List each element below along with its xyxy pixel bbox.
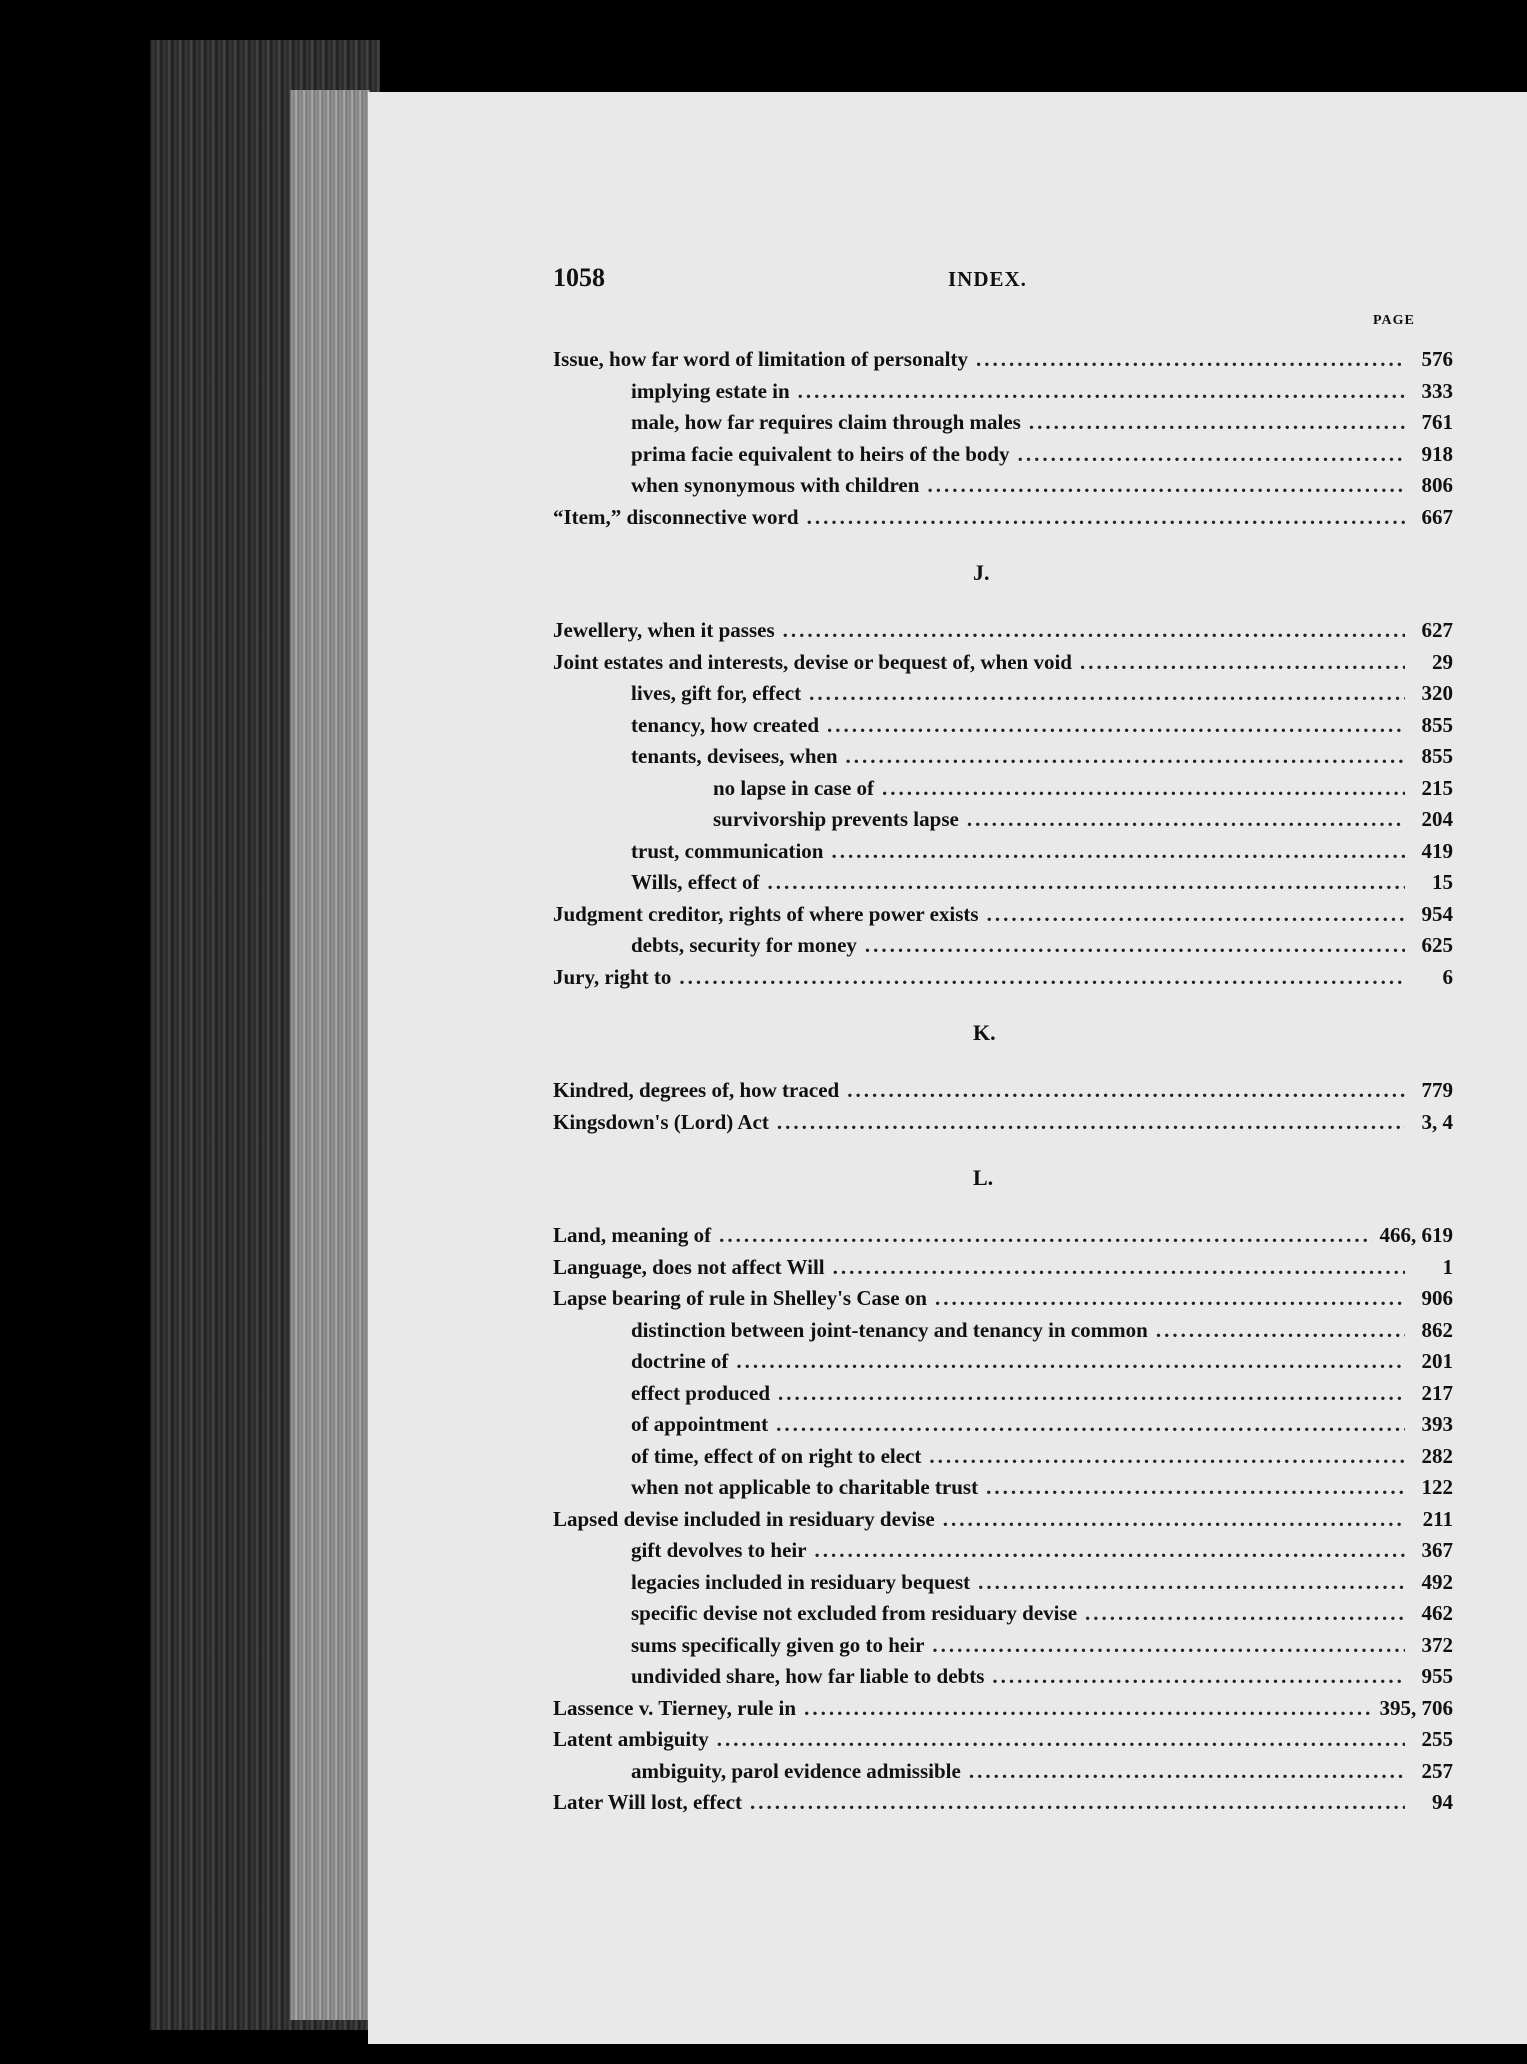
index-entry	[553, 1633, 1453, 1663]
index-entry	[553, 1538, 1453, 1568]
page-column-label: PAGE	[1373, 313, 1415, 328]
index-entry	[553, 1507, 1453, 1537]
entry-term: effect produced	[631, 1380, 770, 1405]
index-entry	[553, 933, 1453, 963]
index-entry	[553, 1664, 1453, 1694]
index-entry	[553, 1349, 1453, 1379]
leader-dots	[777, 1110, 1405, 1135]
index-entry	[553, 1727, 1453, 1757]
entry-term: legacies included in residuary bequest	[631, 1569, 971, 1594]
leader-dots	[1080, 650, 1405, 675]
index-entry	[553, 1475, 1453, 1505]
entry-term: prima facie equivalent to heirs of the body	[631, 441, 1010, 466]
entry-page-number: 3, 4	[1421, 1109, 1453, 1134]
entry-term: no lapse in case of	[713, 775, 875, 800]
entry-page-number: 855	[1421, 744, 1453, 768]
entry-page-number: 906	[1421, 1286, 1453, 1310]
entry-page-number: 217	[1421, 1380, 1453, 1405]
entry-page-number: 393	[1421, 1412, 1453, 1436]
index-entry	[553, 379, 1453, 409]
entry-term: Lapsed devise included in residuary devise	[553, 1506, 935, 1531]
entry-page-number: 211	[1422, 1506, 1453, 1531]
index-entry	[553, 713, 1453, 743]
entry-term: Issue, how far word of limitation of personalty	[553, 347, 968, 371]
leader-dots	[807, 505, 1405, 530]
index-entry	[553, 650, 1453, 680]
entry-page-number: 462	[1421, 1601, 1453, 1625]
entry-term: Kindred, degrees of, how traced	[553, 1078, 840, 1102]
entry-page-number: 955	[1421, 1664, 1453, 1688]
index-entry	[553, 473, 1453, 503]
index-entry	[553, 1696, 1453, 1726]
leader-dots	[865, 933, 1405, 958]
page-header	[553, 255, 1453, 328]
entry-page-number: 492	[1421, 1569, 1453, 1594]
entry-page-number: 862	[1421, 1317, 1453, 1342]
index-content	[553, 255, 1453, 1814]
entry-term: sums specifically given go to heir	[631, 1632, 925, 1657]
entry-term: of time, effect of on right to elect	[631, 1443, 922, 1468]
leader-dots	[778, 1381, 1405, 1406]
entry-page-number: 855	[1421, 712, 1453, 737]
page-number: 1058	[553, 263, 605, 292]
leader-dots	[832, 839, 1406, 864]
entry-page-number: 15	[1432, 870, 1453, 894]
entry-page-number: 627	[1421, 618, 1453, 642]
leader-dots	[846, 744, 1405, 769]
index-entry	[553, 1110, 1453, 1140]
index-entry	[553, 807, 1453, 837]
leader-dots	[943, 1507, 1405, 1532]
index-entry	[553, 1286, 1453, 1316]
leader-dots	[798, 379, 1405, 404]
index-entry	[553, 1255, 1453, 1285]
index-entry	[553, 744, 1453, 774]
entry-page-number: 395, 706	[1379, 1695, 1453, 1720]
leader-dots	[976, 347, 1405, 372]
entry-page-number: 6	[1442, 964, 1453, 989]
entry-term: “Item,” disconnective word	[553, 504, 799, 529]
entry-term: doctrine of	[631, 1349, 729, 1373]
leader-dots	[717, 1727, 1405, 1752]
section-heading: J.	[973, 560, 990, 585]
entry-page-number: 367	[1421, 1538, 1453, 1562]
entry-term: Judgment creditor, rights of where power exists	[553, 901, 979, 926]
entry-page-number: 215	[1421, 775, 1453, 800]
entry-page-number: 419	[1421, 838, 1453, 863]
leader-dots	[833, 1255, 1405, 1280]
entry-page-number: 122	[1421, 1475, 1453, 1499]
index-entry	[553, 1078, 1453, 1108]
leader-dots	[1085, 1601, 1405, 1626]
leader-dots	[750, 1790, 1405, 1815]
index-entry	[553, 1601, 1453, 1631]
entry-page-number: 372	[1421, 1632, 1453, 1657]
index-entry	[553, 776, 1453, 806]
leader-dots	[882, 776, 1405, 801]
leader-dots	[987, 902, 1405, 927]
entry-page-number: 94	[1432, 1790, 1453, 1814]
leader-dots	[804, 1696, 1371, 1721]
leader-dots	[679, 965, 1405, 990]
leader-dots	[1029, 410, 1405, 435]
entry-page-number: 29	[1432, 649, 1453, 674]
leader-dots	[969, 1759, 1405, 1784]
book-page-edges-light	[290, 90, 370, 2020]
entry-term: distinction between joint-tenancy and tenancy in common	[631, 1317, 1148, 1342]
running-title: INDEX.	[948, 267, 1027, 291]
leader-dots	[927, 473, 1405, 498]
entry-page-number: 320	[1421, 681, 1453, 705]
entry-term: Jewellery, when it passes	[553, 618, 775, 642]
entry-term: Joint estates and interests, devise or bequest of, when void	[553, 649, 1072, 674]
leader-dots	[767, 870, 1405, 895]
leader-dots	[783, 618, 1405, 643]
section-heading: L.	[973, 1165, 994, 1190]
index-entry	[553, 681, 1453, 711]
entry-page-number: 625	[1421, 933, 1453, 957]
index-entry	[553, 1790, 1453, 1820]
entry-page-number: 204	[1421, 807, 1453, 831]
leader-dots	[1018, 442, 1405, 467]
index-entry	[553, 1759, 1453, 1789]
entry-term: undivided share, how far liable to debts	[631, 1664, 985, 1688]
entry-term: gift devolves to heir	[631, 1538, 807, 1562]
index-entry	[553, 347, 1453, 377]
entry-term: debts, security for money	[631, 933, 857, 957]
index-entry	[553, 410, 1453, 440]
entry-page-number: 918	[1421, 441, 1453, 466]
index-entry	[553, 839, 1453, 869]
index-entry	[553, 1570, 1453, 1600]
entry-page-number: 333	[1421, 378, 1453, 403]
entry-term: when not applicable to charitable trust	[631, 1475, 979, 1499]
leader-dots	[776, 1412, 1405, 1437]
leader-dots	[992, 1664, 1405, 1689]
entry-page-number: 466, 619	[1379, 1223, 1453, 1247]
entry-term: survivorship prevents lapse	[713, 807, 959, 831]
entry-term: Language, does not affect Will	[553, 1254, 825, 1279]
entry-page-number: 282	[1421, 1443, 1453, 1468]
leader-dots	[827, 713, 1405, 738]
entry-term: when synonymous with children	[631, 473, 920, 497]
index-entry	[553, 870, 1453, 900]
index-entry	[553, 1223, 1453, 1253]
entry-term: ambiguity, parol evidence admissible	[631, 1758, 961, 1783]
entry-page-number: 761	[1421, 410, 1453, 434]
entry-page-number: 257	[1421, 1758, 1453, 1783]
leader-dots	[986, 1475, 1405, 1500]
leader-dots	[935, 1286, 1405, 1311]
leader-dots	[978, 1570, 1405, 1595]
leader-dots	[929, 1444, 1405, 1469]
entry-term: Lapse bearing of rule in Shelley's Case on	[553, 1286, 927, 1310]
index-entry	[553, 1381, 1453, 1411]
entry-term: Jury, right to	[553, 964, 672, 989]
index-entry	[553, 442, 1453, 472]
entry-term: tenants, devisees, when	[631, 744, 838, 768]
leader-dots	[815, 1538, 1405, 1563]
entry-page-number: 201	[1421, 1349, 1453, 1373]
entry-term: lives, gift for, effect	[631, 681, 802, 705]
index-entry	[553, 1318, 1453, 1348]
entry-page-number: 576	[1421, 347, 1453, 371]
entry-term: Later Will lost, effect	[553, 1790, 742, 1814]
leader-dots	[719, 1223, 1371, 1248]
entry-term: Lassence v. Tierney, rule in	[553, 1695, 797, 1720]
entry-page-number: 779	[1421, 1078, 1453, 1102]
entry-term: Land, meaning of	[553, 1223, 712, 1247]
index-entry	[553, 965, 1453, 995]
leader-dots	[809, 681, 1405, 706]
leader-dots	[967, 807, 1405, 832]
entry-term: tenancy, how created	[631, 712, 820, 737]
leader-dots	[932, 1633, 1405, 1658]
leader-dots	[847, 1078, 1405, 1103]
index-entry	[553, 902, 1453, 932]
entry-term: male, how far requires claim through males	[631, 410, 1021, 434]
entry-page-number: 1	[1442, 1254, 1453, 1279]
entry-page-number: 255	[1421, 1727, 1453, 1751]
entry-term: Wills, effect of	[631, 870, 760, 894]
entry-term: trust, communication	[631, 838, 824, 863]
leader-dots	[736, 1349, 1405, 1374]
section-heading: K.	[973, 1020, 996, 1045]
index-entry	[553, 618, 1453, 648]
entry-term: of appointment	[631, 1412, 769, 1436]
entry-page-number: 667	[1421, 504, 1453, 529]
index-entry	[553, 1444, 1453, 1474]
index-entry	[553, 1412, 1453, 1442]
entry-term: implying estate in	[631, 378, 790, 403]
entry-term: Latent ambiguity	[553, 1727, 709, 1751]
leader-dots	[1156, 1318, 1405, 1343]
entry-term: Kingsdown's (Lord) Act	[553, 1109, 769, 1134]
entry-page-number: 806	[1421, 473, 1453, 497]
entry-term: specific devise not excluded from residuary devise	[631, 1601, 1078, 1625]
entry-page-number: 954	[1421, 901, 1453, 926]
index-entry	[553, 505, 1453, 535]
